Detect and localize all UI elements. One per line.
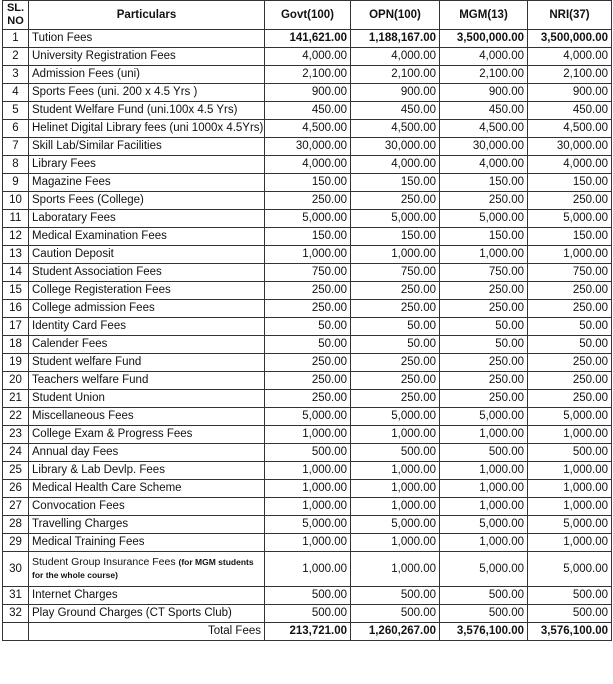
table-row xyxy=(3,264,612,282)
row-particulars: Magazine Fees xyxy=(29,174,265,192)
row-mgm: 900.00 xyxy=(440,84,528,102)
row-mgm: 1,000.00 xyxy=(440,462,528,480)
row-mgm: 250.00 xyxy=(440,354,528,372)
row-opn: 150.00 xyxy=(351,228,440,246)
row-mgm: 50.00 xyxy=(440,336,528,354)
row-particulars: Convocation Fees xyxy=(29,498,265,516)
row-sl: 4 xyxy=(3,84,29,102)
row-mgm: 4,000.00 xyxy=(440,48,528,66)
row-opn: 5,000.00 xyxy=(351,516,440,534)
row-particulars: Travelling Charges xyxy=(29,516,265,534)
row-sl: 7 xyxy=(3,138,29,156)
row-opn: 50.00 xyxy=(351,318,440,336)
row-particulars: Internet Charges xyxy=(29,587,265,605)
header-opn: OPN(100) xyxy=(351,1,440,30)
row-govt: 250.00 xyxy=(265,372,351,390)
row-particulars: College admission Fees xyxy=(29,300,265,318)
table-row xyxy=(3,84,612,102)
row-particulars: University Registration Fees xyxy=(29,48,265,66)
row-mgm: 450.00 xyxy=(440,102,528,120)
row-sl: 27 xyxy=(3,498,29,516)
table-row xyxy=(3,192,612,210)
row-sl: 8 xyxy=(3,156,29,174)
row-particulars: Medical Examination Fees xyxy=(29,228,265,246)
row-opn: 50.00 xyxy=(351,336,440,354)
row-govt: 1,000.00 xyxy=(265,498,351,516)
row-particulars: Medical Training Fees xyxy=(29,534,265,552)
table-row xyxy=(3,480,612,498)
row-mgm: 5,000.00 xyxy=(440,210,528,228)
row-sl: 13 xyxy=(3,246,29,264)
table-row xyxy=(3,426,612,444)
table-row xyxy=(3,102,612,120)
row-nri: 5,000.00 xyxy=(528,408,612,426)
row-mgm: 500.00 xyxy=(440,587,528,605)
row-nri: 450.00 xyxy=(528,102,612,120)
table-row xyxy=(3,174,612,192)
table-row xyxy=(3,318,612,336)
row-sl: 2 xyxy=(3,48,29,66)
table-row xyxy=(3,444,612,462)
row-mgm: 1,000.00 xyxy=(440,426,528,444)
row-mgm: 500.00 xyxy=(440,444,528,462)
row-sl: 30 xyxy=(3,552,29,587)
row-govt: 1,000.00 xyxy=(265,426,351,444)
row-govt: 5,000.00 xyxy=(265,516,351,534)
row-particulars: Tution Fees xyxy=(29,30,265,48)
row-govt: 141,621.00 xyxy=(265,30,351,48)
table-row xyxy=(3,138,612,156)
header-row xyxy=(3,1,612,30)
row-nri: 250.00 xyxy=(528,354,612,372)
row-govt: 900.00 xyxy=(265,84,351,102)
row-mgm: 5,000.00 xyxy=(440,408,528,426)
row-nri: 500.00 xyxy=(528,605,612,623)
row-particulars: Caution Deposit xyxy=(29,246,265,264)
table-row xyxy=(3,120,612,138)
row-opn: 1,000.00 xyxy=(351,552,440,587)
row-mgm: 250.00 xyxy=(440,192,528,210)
row-particulars-name: Student Group Insurance Fees xyxy=(32,556,176,568)
row-mgm: 250.00 xyxy=(440,282,528,300)
row-particulars xyxy=(29,552,265,587)
row-opn: 750.00 xyxy=(351,264,440,282)
row-sl: 23 xyxy=(3,426,29,444)
total-opn: 1,260,267.00 xyxy=(351,623,440,641)
row-sl: 29 xyxy=(3,534,29,552)
row-particulars: Teachers welfare Fund xyxy=(29,372,265,390)
row-nri: 1,000.00 xyxy=(528,480,612,498)
row-govt: 250.00 xyxy=(265,282,351,300)
header-nri: NRI(37) xyxy=(528,1,612,30)
row-opn: 1,188,167.00 xyxy=(351,30,440,48)
row-mgm: 1,000.00 xyxy=(440,498,528,516)
row-nri: 500.00 xyxy=(528,444,612,462)
table-row xyxy=(3,516,612,534)
row-particulars: Helinet Digital Library fees (uni 1000x 4.5Yrs) xyxy=(29,120,265,138)
table-row xyxy=(3,156,612,174)
row-opn: 250.00 xyxy=(351,390,440,408)
total-nri: 3,576,100.00 xyxy=(528,623,612,641)
row-govt: 30,000.00 xyxy=(265,138,351,156)
total-govt: 213,721.00 xyxy=(265,623,351,641)
row-govt: 1,000.00 xyxy=(265,552,351,587)
row-govt: 150.00 xyxy=(265,174,351,192)
table-row xyxy=(3,66,612,84)
row-sl: 17 xyxy=(3,318,29,336)
row-opn: 500.00 xyxy=(351,605,440,623)
table-row xyxy=(3,498,612,516)
row-particulars: College Exam & Progress Fees xyxy=(29,426,265,444)
table-row xyxy=(3,282,612,300)
row-opn: 1,000.00 xyxy=(351,426,440,444)
row-mgm: 4,500.00 xyxy=(440,120,528,138)
row-particulars: Student Association Fees xyxy=(29,264,265,282)
row-mgm: 3,500,000.00 xyxy=(440,30,528,48)
row-mgm: 1,000.00 xyxy=(440,534,528,552)
row-mgm: 750.00 xyxy=(440,264,528,282)
row-opn: 4,000.00 xyxy=(351,156,440,174)
table-row xyxy=(3,552,612,587)
row-mgm: 500.00 xyxy=(440,605,528,623)
row-nri: 150.00 xyxy=(528,228,612,246)
row-sl: 18 xyxy=(3,336,29,354)
row-sl: 21 xyxy=(3,390,29,408)
row-mgm: 50.00 xyxy=(440,318,528,336)
row-particulars: Admission Fees (uni) xyxy=(29,66,265,84)
row-opn: 900.00 xyxy=(351,84,440,102)
row-particulars: Miscellaneous Fees xyxy=(29,408,265,426)
row-sl: 5 xyxy=(3,102,29,120)
row-nri: 5,000.00 xyxy=(528,552,612,587)
row-particulars: Library Fees xyxy=(29,156,265,174)
table-row xyxy=(3,336,612,354)
row-particulars: Play Ground Charges (CT Sports Club) xyxy=(29,605,265,623)
row-govt: 50.00 xyxy=(265,318,351,336)
row-govt: 750.00 xyxy=(265,264,351,282)
row-opn: 250.00 xyxy=(351,354,440,372)
row-nri: 1,000.00 xyxy=(528,498,612,516)
row-nri: 5,000.00 xyxy=(528,516,612,534)
table-row xyxy=(3,228,612,246)
fee-table xyxy=(2,0,612,641)
row-govt: 1,000.00 xyxy=(265,534,351,552)
row-govt: 50.00 xyxy=(265,336,351,354)
table-row xyxy=(3,587,612,605)
row-govt: 250.00 xyxy=(265,192,351,210)
row-nri: 3,500,000.00 xyxy=(528,30,612,48)
row-mgm: 1,000.00 xyxy=(440,246,528,264)
row-govt: 1,000.00 xyxy=(265,462,351,480)
row-particulars: Calender Fees xyxy=(29,336,265,354)
row-sl: 15 xyxy=(3,282,29,300)
row-nri: 250.00 xyxy=(528,282,612,300)
table-row xyxy=(3,462,612,480)
row-mgm: 250.00 xyxy=(440,372,528,390)
table-row xyxy=(3,30,612,48)
row-mgm: 2,100.00 xyxy=(440,66,528,84)
table-row xyxy=(3,605,612,623)
table-row xyxy=(3,372,612,390)
row-nri: 4,000.00 xyxy=(528,156,612,174)
row-govt: 500.00 xyxy=(265,605,351,623)
row-particulars-note: (for MGM students for the whole course) xyxy=(32,557,254,580)
row-opn: 150.00 xyxy=(351,174,440,192)
row-sl: 9 xyxy=(3,174,29,192)
row-nri: 50.00 xyxy=(528,318,612,336)
table-row xyxy=(3,534,612,552)
table-row xyxy=(3,354,612,372)
row-govt: 1,000.00 xyxy=(265,246,351,264)
header-mgm: MGM(13) xyxy=(440,1,528,30)
table-row xyxy=(3,408,612,426)
row-particulars: Medical Health Care Scheme xyxy=(29,480,265,498)
row-sl: 12 xyxy=(3,228,29,246)
row-opn: 5,000.00 xyxy=(351,408,440,426)
row-opn: 1,000.00 xyxy=(351,246,440,264)
row-opn: 30,000.00 xyxy=(351,138,440,156)
row-opn: 1,000.00 xyxy=(351,498,440,516)
row-nri: 250.00 xyxy=(528,390,612,408)
row-mgm: 30,000.00 xyxy=(440,138,528,156)
row-govt: 5,000.00 xyxy=(265,408,351,426)
row-sl: 3 xyxy=(3,66,29,84)
row-opn: 500.00 xyxy=(351,587,440,605)
row-sl: 16 xyxy=(3,300,29,318)
row-sl: 24 xyxy=(3,444,29,462)
row-particulars: Student Union xyxy=(29,390,265,408)
row-govt: 500.00 xyxy=(265,587,351,605)
row-particulars: Laboratary Fees xyxy=(29,210,265,228)
row-nri: 500.00 xyxy=(528,587,612,605)
row-opn: 250.00 xyxy=(351,282,440,300)
row-opn: 1,000.00 xyxy=(351,534,440,552)
row-nri: 1,000.00 xyxy=(528,246,612,264)
row-govt: 450.00 xyxy=(265,102,351,120)
row-mgm: 5,000.00 xyxy=(440,516,528,534)
total-label: Total Fees xyxy=(29,623,265,641)
row-sl: 20 xyxy=(3,372,29,390)
row-sl: 6 xyxy=(3,120,29,138)
total-row xyxy=(3,623,612,641)
row-mgm: 150.00 xyxy=(440,228,528,246)
table-row xyxy=(3,300,612,318)
table-row xyxy=(3,48,612,66)
row-opn: 450.00 xyxy=(351,102,440,120)
row-opn: 250.00 xyxy=(351,300,440,318)
row-particulars: Sports Fees (College) xyxy=(29,192,265,210)
row-govt: 5,000.00 xyxy=(265,210,351,228)
row-sl: 10 xyxy=(3,192,29,210)
row-particulars: Library & Lab Devlp. Fees xyxy=(29,462,265,480)
row-sl: 26 xyxy=(3,480,29,498)
row-nri: 250.00 xyxy=(528,372,612,390)
row-opn: 250.00 xyxy=(351,192,440,210)
row-nri: 4,500.00 xyxy=(528,120,612,138)
row-nri: 250.00 xyxy=(528,300,612,318)
row-sl: 31 xyxy=(3,587,29,605)
row-nri: 5,000.00 xyxy=(528,210,612,228)
row-nri: 50.00 xyxy=(528,336,612,354)
row-nri: 750.00 xyxy=(528,264,612,282)
row-particulars: Student welfare Fund xyxy=(29,354,265,372)
row-particulars: Annual day Fees xyxy=(29,444,265,462)
row-nri: 4,000.00 xyxy=(528,48,612,66)
row-particulars: Identity Card Fees xyxy=(29,318,265,336)
row-nri: 150.00 xyxy=(528,174,612,192)
row-govt: 250.00 xyxy=(265,354,351,372)
row-govt: 2,100.00 xyxy=(265,66,351,84)
row-sl: 22 xyxy=(3,408,29,426)
row-sl: 28 xyxy=(3,516,29,534)
row-opn: 250.00 xyxy=(351,372,440,390)
table-row xyxy=(3,246,612,264)
row-sl: 19 xyxy=(3,354,29,372)
row-particulars: Sports Fees (uni. 200 x 4.5 Yrs ) xyxy=(29,84,265,102)
row-govt: 4,000.00 xyxy=(265,156,351,174)
row-mgm: 150.00 xyxy=(440,174,528,192)
row-mgm: 5,000.00 xyxy=(440,552,528,587)
row-govt: 4,500.00 xyxy=(265,120,351,138)
row-mgm: 250.00 xyxy=(440,390,528,408)
header-govt: Govt(100) xyxy=(265,1,351,30)
row-sl: 14 xyxy=(3,264,29,282)
header-sl-no: SL. NO xyxy=(3,1,29,30)
row-govt: 4,000.00 xyxy=(265,48,351,66)
row-nri: 1,000.00 xyxy=(528,534,612,552)
row-nri: 30,000.00 xyxy=(528,138,612,156)
header-particulars: Particulars xyxy=(29,1,265,30)
row-govt: 150.00 xyxy=(265,228,351,246)
row-sl: 25 xyxy=(3,462,29,480)
row-mgm: 250.00 xyxy=(440,300,528,318)
row-opn: 4,500.00 xyxy=(351,120,440,138)
row-opn: 1,000.00 xyxy=(351,480,440,498)
row-opn: 500.00 xyxy=(351,444,440,462)
row-sl: 32 xyxy=(3,605,29,623)
row-particulars: College Registeration Fees xyxy=(29,282,265,300)
row-particulars: Student Welfare Fund (uni.100x 4.5 Yrs) xyxy=(29,102,265,120)
row-opn: 2,100.00 xyxy=(351,66,440,84)
row-nri: 1,000.00 xyxy=(528,462,612,480)
row-sl: 1 xyxy=(3,30,29,48)
table-row xyxy=(3,210,612,228)
total-sl-blank xyxy=(3,623,29,641)
row-nri: 1,000.00 xyxy=(528,426,612,444)
row-opn: 4,000.00 xyxy=(351,48,440,66)
row-mgm: 4,000.00 xyxy=(440,156,528,174)
row-govt: 1,000.00 xyxy=(265,480,351,498)
row-nri: 900.00 xyxy=(528,84,612,102)
total-mgm: 3,576,100.00 xyxy=(440,623,528,641)
row-govt: 250.00 xyxy=(265,390,351,408)
row-particulars: Skill Lab/Similar Facilities xyxy=(29,138,265,156)
row-nri: 250.00 xyxy=(528,192,612,210)
row-govt: 500.00 xyxy=(265,444,351,462)
row-opn: 1,000.00 xyxy=(351,462,440,480)
row-mgm: 1,000.00 xyxy=(440,480,528,498)
row-opn: 5,000.00 xyxy=(351,210,440,228)
row-sl: 11 xyxy=(3,210,29,228)
row-nri: 2,100.00 xyxy=(528,66,612,84)
table-row xyxy=(3,390,612,408)
row-govt: 250.00 xyxy=(265,300,351,318)
